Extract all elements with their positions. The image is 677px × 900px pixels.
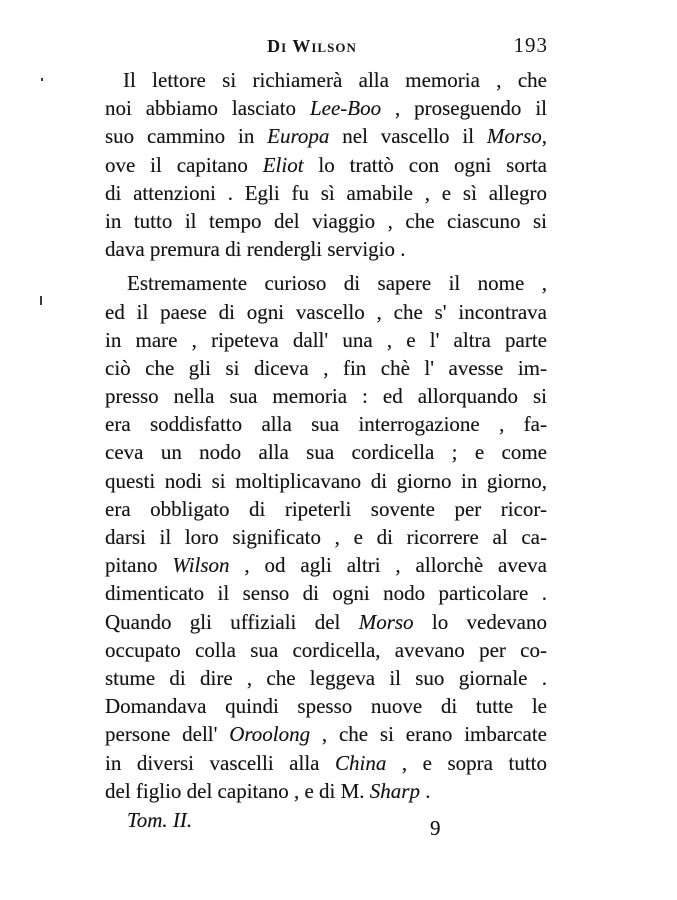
line-text: del figlio del capitano , e di M.	[105, 778, 370, 803]
line-text: occupato colla sua cordicella, avevano per co-	[105, 637, 547, 662]
text-line	[105, 495, 547, 523]
line-text: in tutto il tempo del viaggio , che ciascuno si	[105, 208, 547, 233]
line-text: lo trattò con ogni sorta	[303, 152, 547, 177]
text-line	[105, 326, 547, 354]
line-text: pitano	[105, 553, 173, 578]
line-text: dimenticato il senso di ogni nodo particolare .	[105, 581, 547, 606]
italic-name-china: China	[335, 750, 387, 775]
text-line	[105, 523, 547, 551]
line-text: , od agli altri , allorchè aveva	[229, 553, 547, 578]
italic-name-morso: Morso	[358, 609, 414, 634]
line-text: ,	[541, 124, 547, 149]
line-text: Domandava quindi spesso nuove di tutte le	[105, 694, 547, 719]
text-line	[105, 720, 547, 748]
text-line	[105, 467, 547, 495]
line-text: questi nodi si moltiplicavano di giorno in giorno,	[105, 468, 547, 493]
page-number: 193	[513, 33, 548, 57]
line-text: ceva un nodo alla sua cordicella ; e come	[105, 440, 547, 465]
text-line	[105, 122, 547, 150]
line-text: Estremamente curioso di sapere il nome ,	[127, 271, 547, 296]
line-text: lo vedevano	[413, 609, 547, 634]
text-line	[105, 438, 547, 466]
text-line	[105, 269, 547, 297]
line-text: ed il paese di ogni vascello , che s' incontrava	[105, 299, 547, 324]
line-text: .	[419, 778, 431, 803]
line-text: dava premura di rendergli servigio .	[105, 237, 406, 262]
line-text: ove il capitano	[105, 152, 263, 177]
line-text: in diversi vascelli alla	[105, 750, 336, 775]
line-text: presso nella sua memoria : ed allorquando si	[105, 384, 547, 409]
text-line	[105, 551, 547, 579]
text-line	[105, 354, 547, 382]
line-text: era soddisfatto alla sua interrogazione , fa-	[105, 412, 547, 437]
line-text: persone dell'	[105, 722, 230, 747]
text-line	[105, 207, 547, 235]
text-line	[105, 410, 547, 438]
text-line	[105, 179, 547, 207]
italic-name-morso: Morso	[486, 124, 542, 149]
line-text: , e sopra tutto	[386, 750, 547, 775]
line-text: , proseguendo il	[381, 96, 547, 121]
text-line	[105, 66, 547, 94]
line-text: suo cammino in	[105, 124, 268, 149]
text-line	[105, 777, 547, 805]
scan-mark	[40, 296, 42, 305]
text-line	[105, 151, 547, 179]
text-line	[105, 608, 547, 636]
line-text: nel vascello il	[329, 124, 487, 149]
line-text: era obbligato di ripeterli sovente per ricor-	[105, 496, 547, 521]
signature-mark: 9	[430, 816, 441, 840]
line-text: di attenzioni . Egli fu sì amabile , e sì allegro	[105, 180, 547, 205]
text-line	[105, 664, 547, 692]
line-text: ciò che gli si diceva , fin chè l' avesse im-	[105, 355, 547, 380]
text-line	[105, 749, 547, 777]
line-text: darsi il loro significato , e di ricorrere al ca-	[105, 525, 547, 549]
italic-name-sharp: Sharp	[369, 778, 420, 803]
volume-mark: Tom. II.	[127, 808, 193, 832]
text-line	[105, 298, 547, 326]
line-text: , che si erano imbarcate	[310, 722, 547, 747]
line-text: in mare , ripeteva dall' una , e l' altra parte	[105, 327, 547, 352]
scan-mark	[41, 78, 43, 81]
text-block	[105, 66, 547, 805]
italic-name-wilson: Wilson	[172, 553, 230, 578]
text-line	[105, 382, 547, 410]
italic-name-oroolong: Oroolong	[229, 722, 311, 747]
text-line	[105, 636, 547, 664]
line-text: stume di dire , che leggeva il suo giornale .	[105, 665, 547, 690]
text-line	[105, 692, 547, 720]
running-head: Di Wilson	[267, 36, 357, 56]
italic-name-eliot: Eliot	[262, 152, 304, 177]
paragraph-1	[105, 66, 547, 263]
text-line	[105, 94, 547, 122]
line-text: Quando gli uffiziali del	[105, 609, 359, 634]
line-text: Il lettore si richiamerà alla memoria , che	[123, 68, 547, 92]
line-text: noi abbiamo lasciato	[105, 96, 310, 121]
italic-name-lee-boo: Lee-Boo	[309, 96, 382, 121]
italic-name-europa: Europa	[267, 124, 330, 149]
paragraph-2	[105, 269, 547, 805]
text-line	[105, 579, 547, 607]
text-line	[105, 235, 547, 263]
